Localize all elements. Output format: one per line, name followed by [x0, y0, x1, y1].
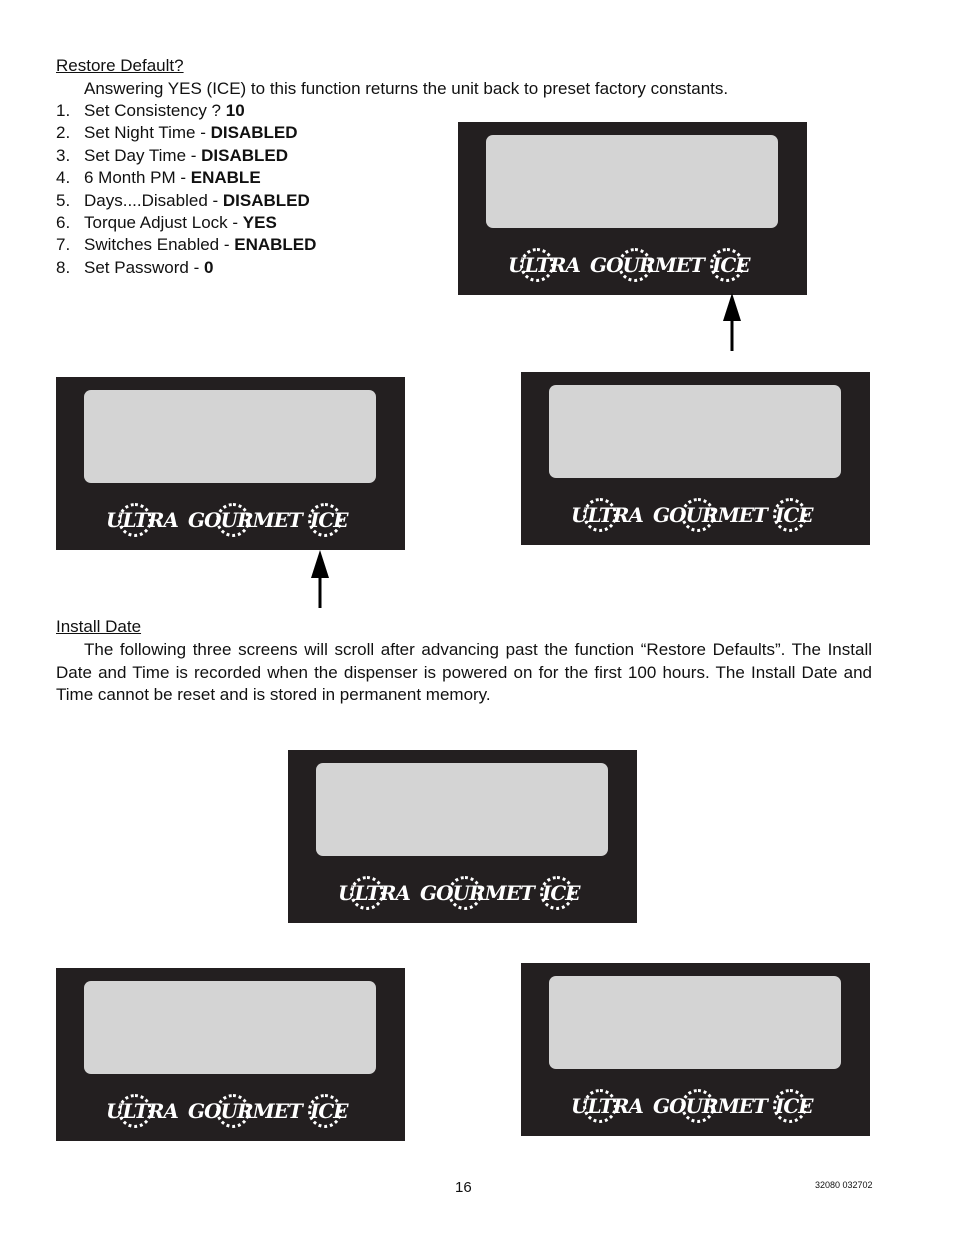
restore-heading: Restore Default? [56, 56, 184, 75]
lcd-display [316, 763, 608, 856]
control-panel: ULTRA GOURMET ICE [521, 372, 870, 545]
document-code: 32080 032702 [815, 1180, 873, 1190]
lcd-display [84, 390, 376, 483]
arrow-up-icon [722, 293, 742, 351]
page-number: 16 [455, 1179, 472, 1196]
restore-intro: Answering YES (ICE) to this function returns the unit back to preset factory constants. [84, 79, 729, 98]
control-panel: ULTRA GOURMET ICE [56, 968, 405, 1141]
lcd-display [486, 135, 778, 228]
lcd-display [84, 981, 376, 1074]
install-heading: Install Date [56, 617, 142, 636]
control-panel: ULTRA GOURMET ICE [288, 750, 637, 923]
control-panel: ULTRA GOURMET ICE [56, 377, 405, 550]
arrow-up-icon [310, 550, 330, 608]
lcd-display [549, 976, 841, 1069]
control-panel: ULTRA GOURMET ICE [521, 963, 870, 1136]
lcd-display [549, 385, 841, 478]
install-paragraph: The following three screens will scroll after advancing past the function “Restore Defaults”. The Install Date and Time is recorded when the dispenser is powered on for the first 100 hours. The Install Date and Time cannot be reset and is stored in permanent memory. [56, 640, 872, 704]
control-panel: ULTRA GOURMET ICE [458, 122, 807, 295]
